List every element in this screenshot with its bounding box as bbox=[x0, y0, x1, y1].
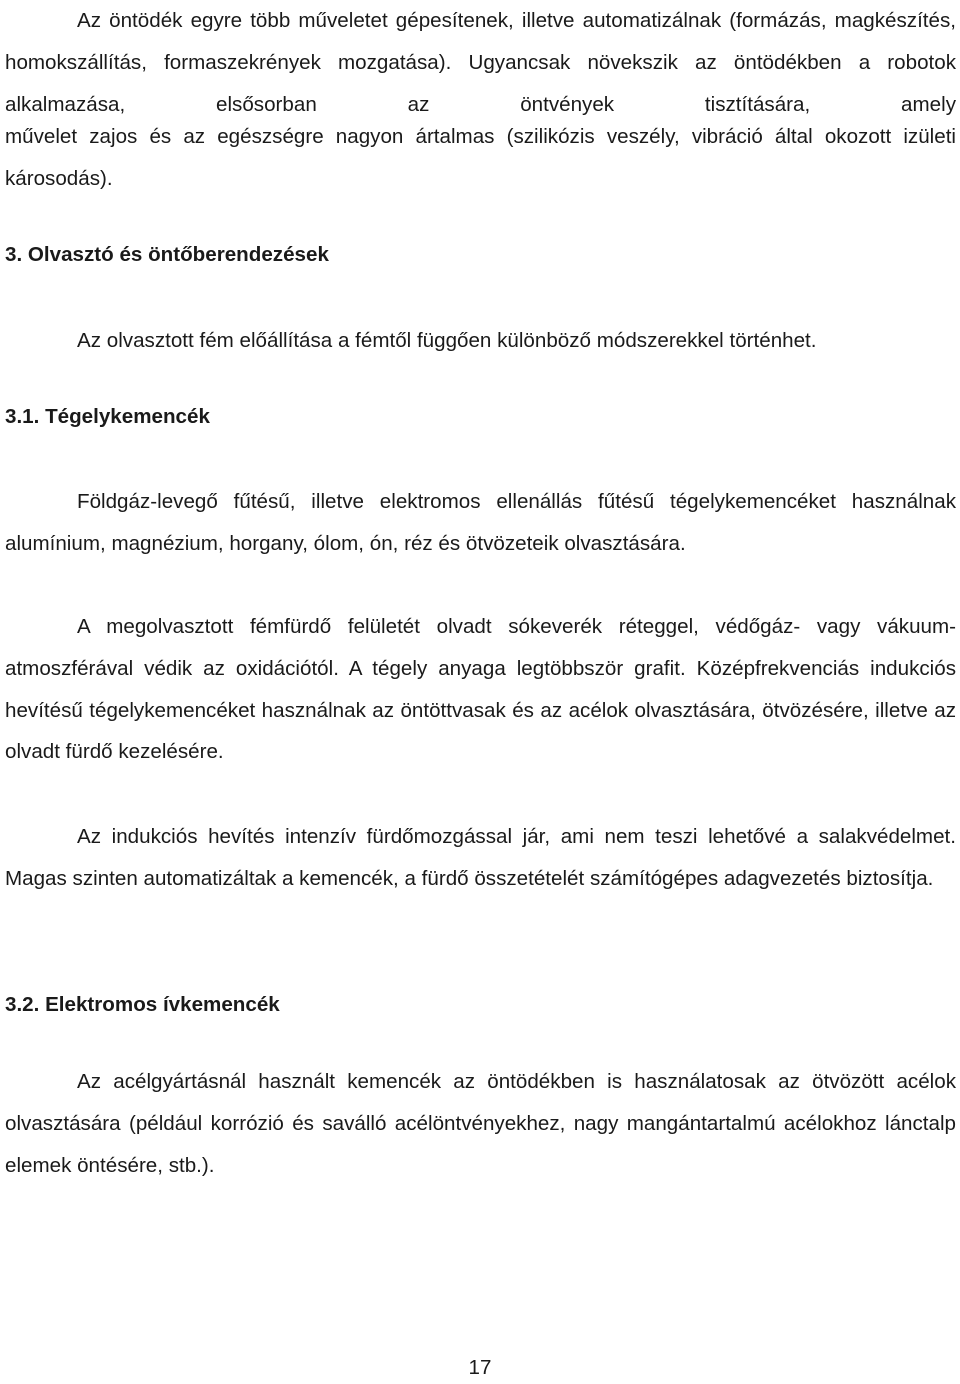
paragraph-arc-furnace: Az acélgyártásnál használt kemencék az öntödékben is használatosak az ötvözött acélok olvasztására (például korrózió és saválló acélöntvényekhez, nagy mangántartalmú acélokhoz lánctalp elemek öntésére, stb.). bbox=[5, 1070, 956, 1177]
paragraph-induction: Az indukciós hevítés intenzív fürdőmozgással jár, ami nem teszi lehetővé a salakvédelmet. Magas szinten automatizáltak a kemencék, a fürdő összetételét számítógépes adagvezetés biztosítja. bbox=[5, 825, 956, 890]
section-heading-3-2: 3.2. Elektromos ívkemencék bbox=[5, 993, 280, 1016]
paragraph-crucible-fuels: Földgáz-levegő fűtésű, illetve elektromos ellenállás fűtésű tégelykemencéket használnak alumínium, magnézium, horgany, ólom, ón, réz és ötvözeteik olvasztására. bbox=[5, 490, 956, 555]
page-number: 17 bbox=[468, 1356, 492, 1379]
section-3-intro: Az olvasztott fém előállítása a fémtől függően különböző módszerekkel történhet. bbox=[77, 329, 817, 352]
section-heading-3-1: 3.1. Tégelykemencék bbox=[5, 405, 210, 428]
paragraph-intro-part1: Az öntödék egyre több műveletet gépesítenek, illetve automatizálnak (formázás, magkészítés, homokszállítás, formaszekrények mozgatása). Ugyancsak növekszik az öntödékben a robotok alkalmazása, elsősorban az öntvények tisztítására, amely bbox=[5, 9, 956, 116]
paragraph-crucible-protection: A megolvasztott fémfürdő felületét olvadt sókeverék réteggel, védőgáz- vagy vákuum-atmoszférával védik az oxidációtól. A tégely anyaga legtöbbször grafit. Középfrekvenciás indukciós hevítésű tégelykemencéket használnak az öntöttvasak és az acélok olvasztására, ötvözésére, illetve az olvadt fürdő kezelésére. bbox=[5, 615, 956, 764]
section-heading-3: 3. Olvasztó és öntőberendezések bbox=[5, 243, 329, 266]
paragraph-intro-part2: művelet zajos és az egészségre nagyon ártalmas (szilikózis veszély, vibráció által okozott izületi károsodás). bbox=[5, 125, 956, 190]
